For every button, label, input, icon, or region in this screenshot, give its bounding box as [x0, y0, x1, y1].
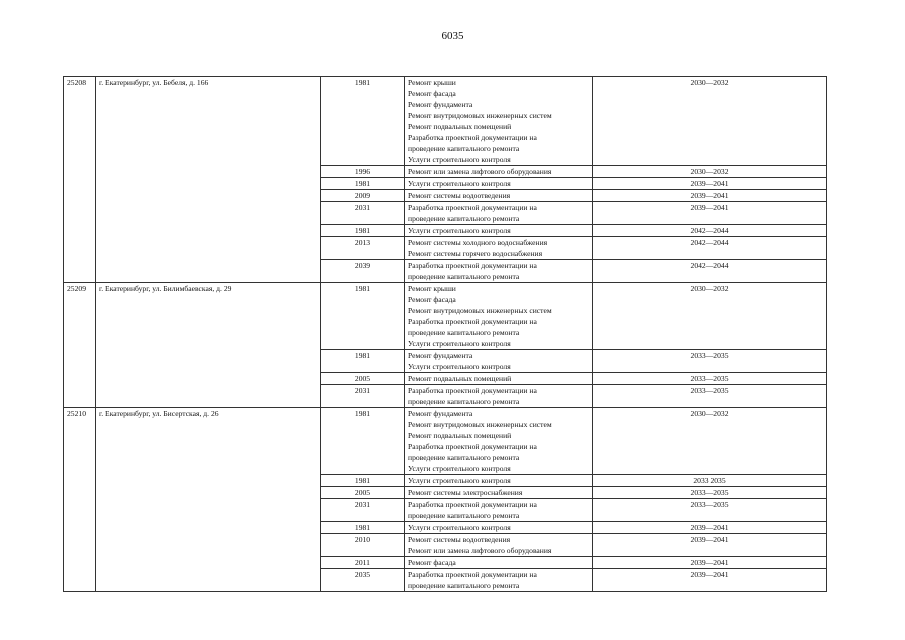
- planned-period: 2039—2041: [593, 190, 827, 202]
- work-types: [405, 569, 593, 592]
- planned-period: 2042—2044: [593, 237, 827, 260]
- table-row: [64, 77, 827, 166]
- planned-period: 2033—2035: [593, 487, 827, 499]
- work-types: [405, 202, 593, 225]
- work-item: проведение капитального ремонта: [408, 453, 520, 462]
- work-item: Разработка проектной документации на: [408, 133, 537, 142]
- work-item: Ремонт фундамента: [408, 351, 473, 360]
- repair-year: 1981: [321, 283, 405, 350]
- work-item: Разработка проектной документации на: [408, 570, 537, 579]
- table-row: [64, 408, 827, 475]
- work-item: Разработка проектной документации на: [408, 386, 537, 395]
- work-item: Услуги строительного контроля: [408, 155, 511, 164]
- work-types: [405, 408, 593, 475]
- planned-period: 2039—2041: [593, 557, 827, 569]
- page-number: 6035: [441, 30, 464, 42]
- planned-period: 2039—2041: [593, 534, 827, 557]
- planned-period: 2033 2035: [593, 475, 827, 487]
- work-item: Услуги строительного контроля: [408, 339, 511, 348]
- house-address: г. Екатеринбург, ул. Бисертская, д. 26: [96, 408, 321, 592]
- work-types: [405, 225, 593, 237]
- work-item: Услуги строительного контроля: [408, 362, 511, 371]
- work-item: Ремонт или замена лифтового оборудования: [408, 167, 552, 176]
- house-id: 25208: [64, 77, 96, 283]
- work-item: Разработка проектной документации на: [408, 317, 537, 326]
- work-item: Ремонт фасада: [408, 558, 456, 567]
- repair-year: 2005: [321, 373, 405, 385]
- repair-year: 1981: [321, 522, 405, 534]
- work-types: [405, 178, 593, 190]
- work-item: проведение капитального ремонта: [408, 214, 520, 223]
- work-item: Разработка проектной документации на: [408, 203, 537, 212]
- work-item: Услуги строительного контроля: [408, 179, 511, 188]
- work-item: Ремонт подвальных помещений: [408, 431, 512, 440]
- planned-period: 2033—2035: [593, 373, 827, 385]
- repair-year: 2035: [321, 569, 405, 592]
- repair-year: 2039: [321, 260, 405, 283]
- repair-year: 2013: [321, 237, 405, 260]
- planned-period: 2030—2032: [593, 166, 827, 178]
- work-types: [405, 522, 593, 534]
- work-item: Услуги строительного контроля: [408, 523, 511, 532]
- work-types: [405, 260, 593, 283]
- planned-period: 2039—2041: [593, 202, 827, 225]
- repair-year: 1996: [321, 166, 405, 178]
- work-item: Разработка проектной документации на: [408, 500, 537, 509]
- work-item: Услуги строительного контроля: [408, 226, 511, 235]
- repair-year: 2005: [321, 487, 405, 499]
- work-types: [405, 283, 593, 350]
- planned-period: 2039—2041: [593, 522, 827, 534]
- repair-year: 1981: [321, 77, 405, 166]
- work-item: Ремонт фасада: [408, 295, 456, 304]
- planned-period: 2030—2032: [593, 408, 827, 475]
- planned-period: 2042—2044: [593, 225, 827, 237]
- work-types: [405, 534, 593, 557]
- work-item: Ремонт фундамента: [408, 409, 473, 418]
- house-address: г. Екатеринбург, ул. Билимбаевская, д. 29: [96, 283, 321, 408]
- repair-year: 1981: [321, 408, 405, 475]
- work-types: [405, 475, 593, 487]
- house-address: г. Екатеринбург, ул. Бебеля, д. 166: [96, 77, 321, 283]
- work-item: Ремонт крыши: [408, 284, 456, 293]
- table-body: [64, 77, 827, 592]
- work-types: [405, 166, 593, 178]
- planned-period: 2042—2044: [593, 260, 827, 283]
- planned-period: 2033—2035: [593, 350, 827, 373]
- work-item: Разработка проектной документации на: [408, 261, 537, 270]
- work-item: проведение капитального ремонта: [408, 144, 520, 153]
- work-item: Услуги строительного контроля: [408, 464, 511, 473]
- work-item: Ремонт внутридомовых инженерных систем: [408, 306, 552, 315]
- work-item: Ремонт системы холодного водоснабжения: [408, 238, 548, 247]
- planned-period: 2030—2032: [593, 283, 827, 350]
- work-types: [405, 237, 593, 260]
- planned-period: 2030—2032: [593, 77, 827, 166]
- repair-year: 1981: [321, 178, 405, 190]
- work-item: Ремонт или замена лифтового оборудования: [408, 546, 552, 555]
- work-item: проведение капитального ремонта: [408, 328, 520, 337]
- work-item: проведение капитального ремонта: [408, 511, 520, 520]
- work-types: [405, 190, 593, 202]
- repair-year: 2010: [321, 534, 405, 557]
- repair-year: 2011: [321, 557, 405, 569]
- work-item: Ремонт крыши: [408, 78, 456, 87]
- work-item: Ремонт системы горячего водоснабжения: [408, 249, 543, 258]
- work-item: Ремонт подвальных помещений: [408, 122, 512, 131]
- work-item: Ремонт фундамента: [408, 100, 473, 109]
- work-item: Ремонт системы водоотведения: [408, 535, 511, 544]
- work-item: проведение капитального ремонта: [408, 397, 520, 406]
- house-id: 25209: [64, 283, 96, 408]
- work-item: Ремонт подвальных помещений: [408, 374, 512, 383]
- work-types: [405, 487, 593, 499]
- planned-period: 2039—2041: [593, 178, 827, 190]
- work-types: [405, 499, 593, 522]
- planned-period: 2033—2035: [593, 385, 827, 408]
- work-item: Услуги строительного контроля: [408, 476, 511, 485]
- work-types: [405, 350, 593, 373]
- work-item: Ремонт фасада: [408, 89, 456, 98]
- work-types: [405, 557, 593, 569]
- work-item: Ремонт внутридомовых инженерных систем: [408, 420, 552, 429]
- repair-year: 2031: [321, 385, 405, 408]
- planned-period: 2033—2035: [593, 499, 827, 522]
- work-item: Ремонт системы водоотведения: [408, 191, 511, 200]
- work-types: [405, 77, 593, 166]
- work-types: [405, 373, 593, 385]
- table-row: [64, 283, 827, 350]
- planned-period: 2039—2041: [593, 569, 827, 592]
- repair-year: 1981: [321, 475, 405, 487]
- house-id: 25210: [64, 408, 96, 592]
- work-types: [405, 385, 593, 408]
- work-item: проведение капитального ремонта: [408, 581, 520, 590]
- work-item: Разработка проектной документации на: [408, 442, 537, 451]
- work-item: Ремонт внутридомовых инженерных систем: [408, 111, 552, 120]
- repair-year: 1981: [321, 225, 405, 237]
- work-item: Ремонт системы электроснабжения: [408, 488, 523, 497]
- repair-year: 2009: [321, 190, 405, 202]
- capital-repair-table: [63, 76, 827, 592]
- repair-year: 2031: [321, 499, 405, 522]
- repair-year: 1981: [321, 350, 405, 373]
- work-item: проведение капитального ремонта: [408, 272, 520, 281]
- repair-year: 2031: [321, 202, 405, 225]
